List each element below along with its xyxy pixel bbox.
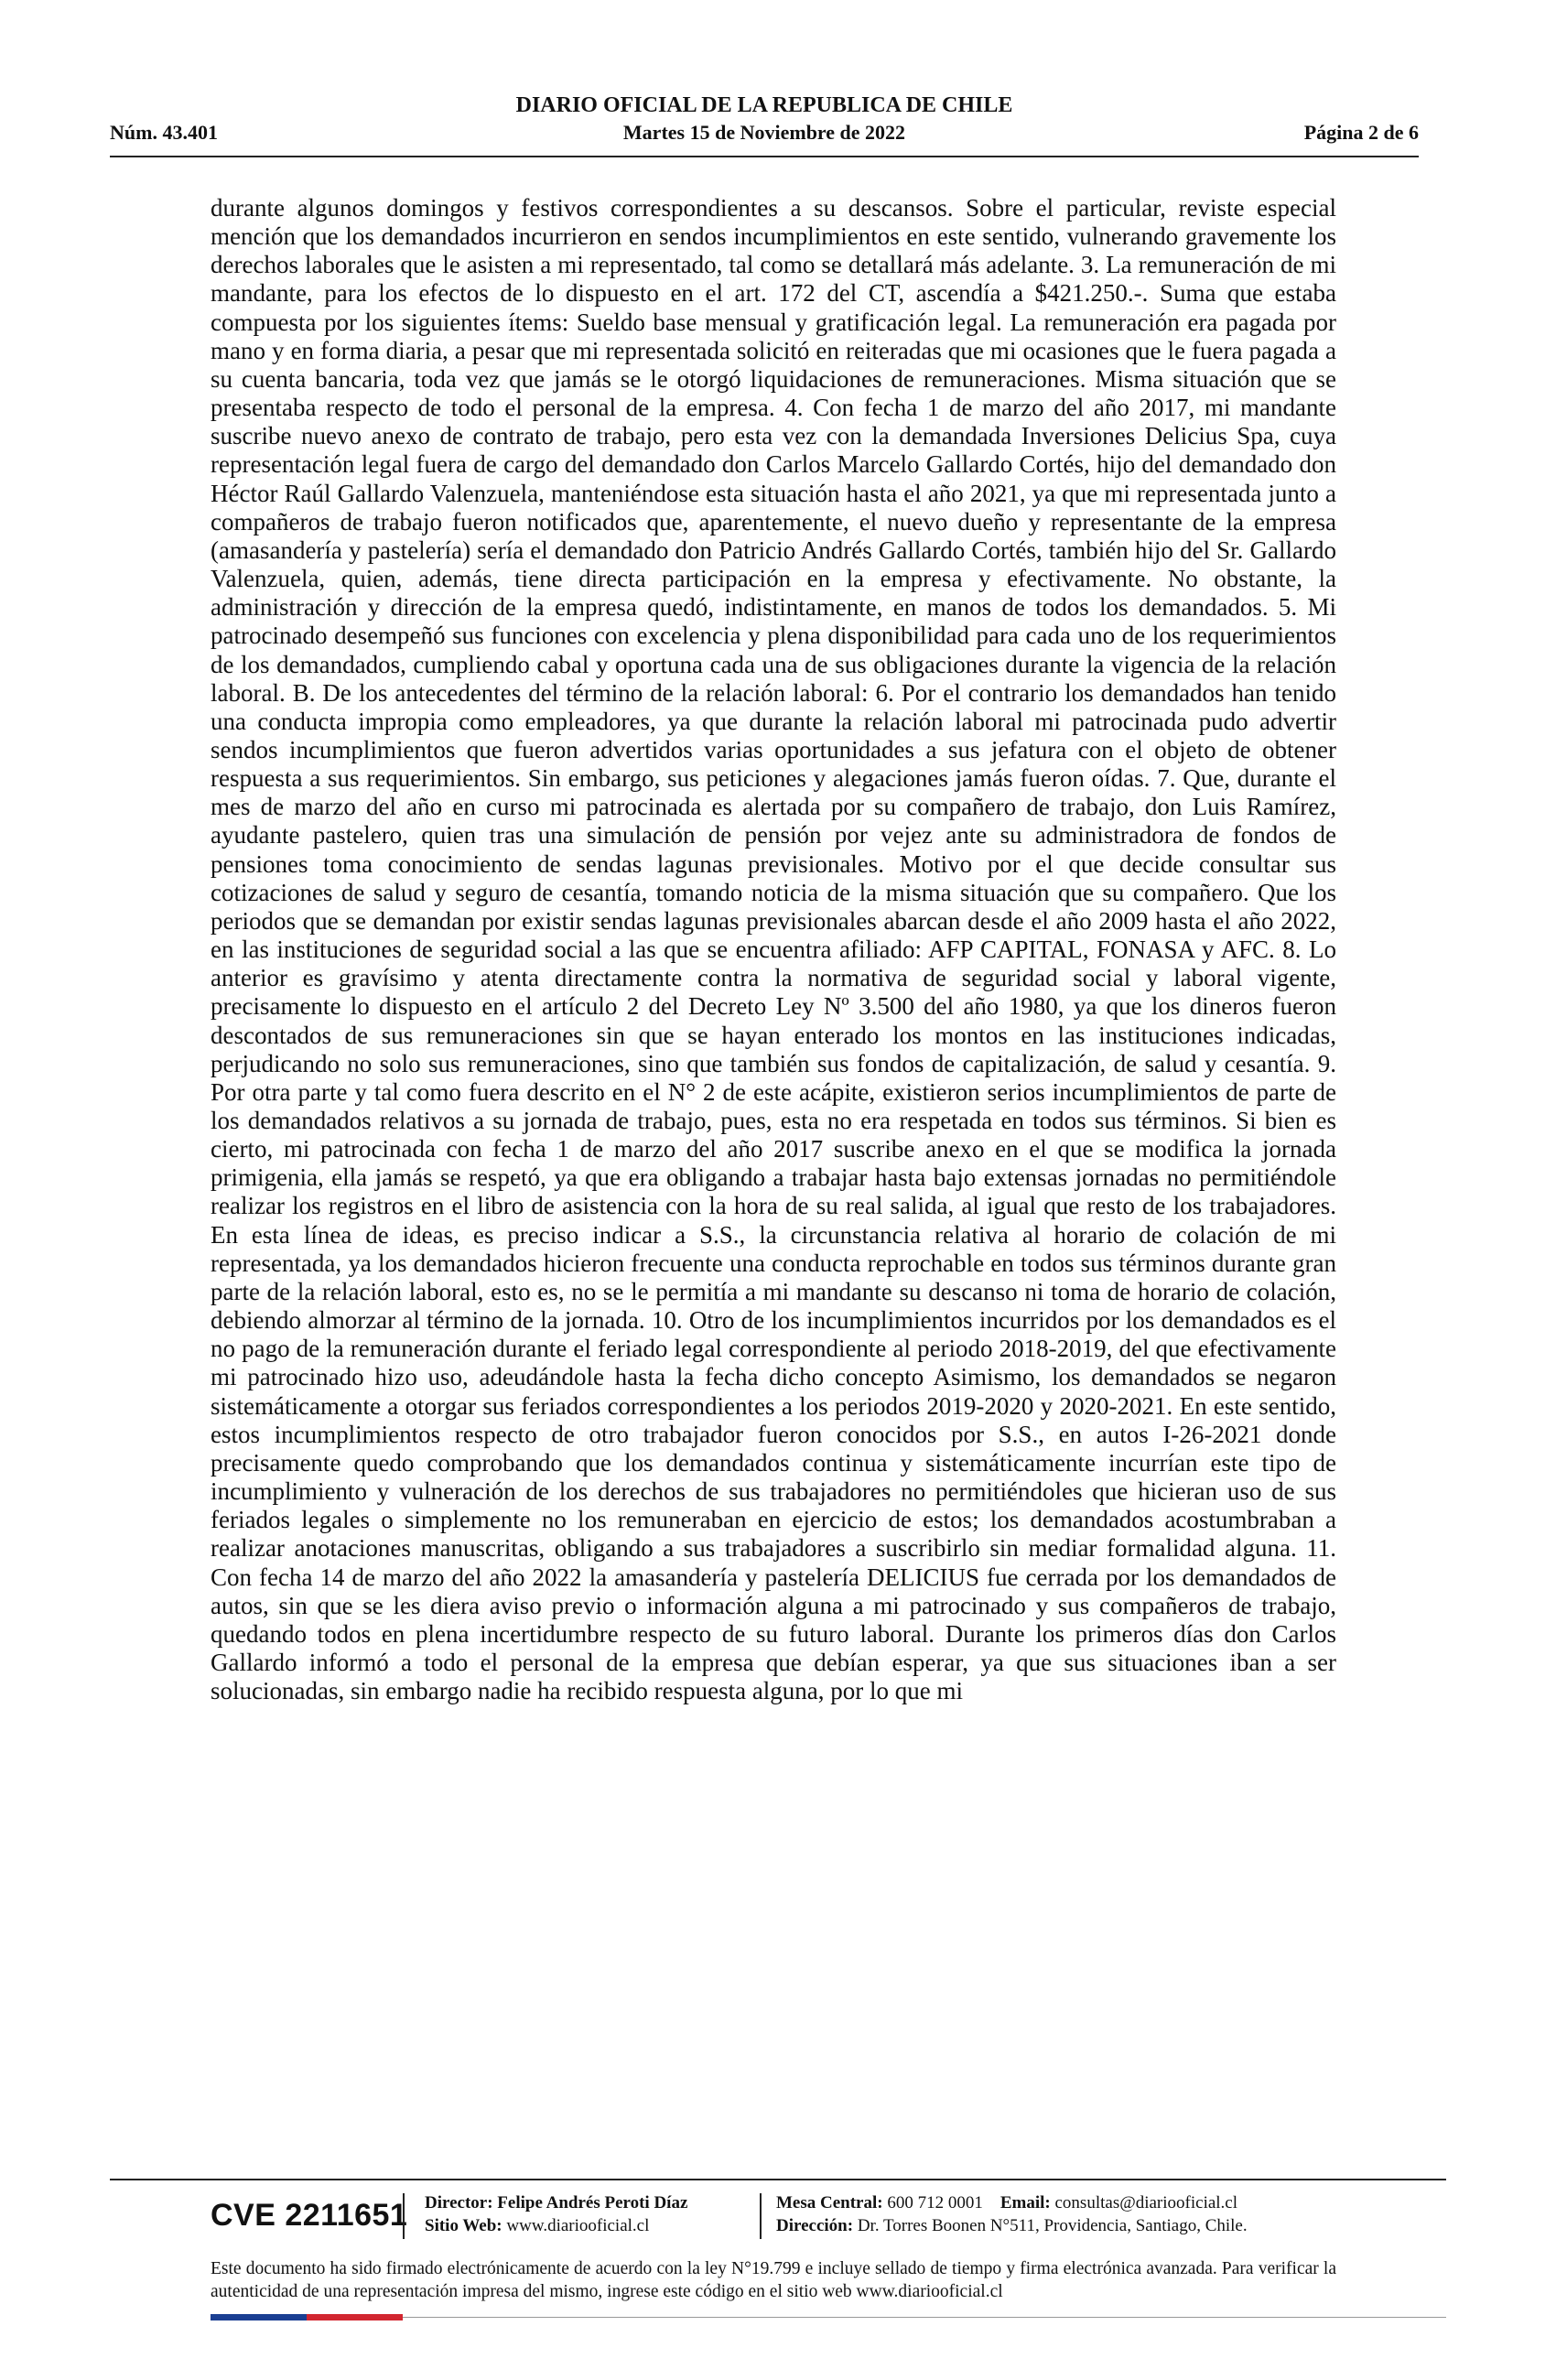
page-footer (211, 2190, 1419, 2241)
footer-contact-column (776, 2191, 1248, 2237)
website-link[interactable]: www.diariooficial.cl (506, 2216, 650, 2235)
legal-notice: Este documento ha sido firmado electrónicamente de acuerdo con la ley N°19.799 e incluye sellado de tiempo y firma electrónica avanzada. Para verificar la autenticidad de una representación impresa del mismo, ingrese este código en el sitio web www.diariooficial.cl (211, 2259, 1336, 2301)
flag-blue-segment (211, 2314, 307, 2320)
issue-date: Martes 15 de Noviembre de 2022 (622, 121, 906, 144)
email-label: Email: (1000, 2193, 1051, 2212)
address-label: Dirección: (776, 2216, 854, 2235)
publication-title: DIARIO OFICIAL DE LA REPUBLICA DE CHILE (515, 93, 1013, 117)
footer-separator (403, 2193, 405, 2239)
website-line (425, 2214, 687, 2237)
phone-number: 600 712 0001 (887, 2193, 983, 2212)
cve-code: CVE 2211651 (211, 2198, 408, 2233)
header-center (110, 92, 1419, 146)
address-line (776, 2214, 1248, 2237)
flag-red-segment (307, 2314, 403, 2320)
phone-label: Mesa Central: (776, 2193, 883, 2212)
email-link[interactable]: consultas@diariooficial.cl (1054, 2193, 1238, 2212)
director-label: Director: (425, 2193, 493, 2212)
page-number: Página 2 de 6 (1303, 121, 1419, 144)
chile-flag-stripe (211, 2314, 403, 2320)
address-text: Dr. Torres Boonen N°511, Providencia, Santiago, Chile. (857, 2216, 1248, 2235)
director-name: Felipe Andrés Peroti Díaz (497, 2193, 688, 2212)
footer-separator (760, 2193, 762, 2239)
footer-divider (110, 2179, 1446, 2180)
bottom-divider (403, 2317, 1446, 2318)
contact-line (776, 2191, 1248, 2214)
website-label: Sitio Web: (425, 2216, 502, 2235)
issue-number: Núm. 43.401 (110, 121, 218, 144)
document-body: durante algunos domingos y festivos correspondientes a su descansos. Sobre el particular, reviste especial mención que los demandados incurrieron en sendos incumplimientos en este sentido, vulnerando gravemente los derechos laborales que le asisten a mi representado, tal como se detallará más adelante. 3. La remuneración de mi mandante, para los efectos de lo dispuesto en el art. 172 del CT, ascendía a $421.250.-. Suma que estaba compuesta por los siguientes ítems: Sueldo base mensual y gratificación legal. La remuneración era pagada por mano y en forma diaria, a pesar que mi representada solicitó en reiteradas que mi ocasiones que le fuera pagada a su cuenta bancaria, toda vez que jamás se le otorgó liquidaciones de remuneraciones. Misma situación que se presentaba respecto de todo el personal de la empresa. 4. Con fecha 1 de marzo del año 2017, mi mandante suscribe nuevo anexo de contrato de trabajo, pero esta vez con la demandada Inversiones Delicius Spa, cuya representación legal fuera de cargo del demandado don Carlos Marcelo Gallardo Cortés, hijo del demandado don Héctor Raúl Gallardo Valenzuela, manteniéndose esta situación hasta el año 2021, ya que mi representada junto a compañeros de trabajo fueron notificados que, aparentemente, el nuevo dueño y representante de la empresa (amasandería y pastelería) sería el demandado don Patricio Andrés Gallardo Cortés, también hijo del Sr. Gallardo Valenzuela, quien, además, tiene directa participación en la empresa y efectivamente. No obstante, la administración y dirección de la empresa quedó, indistintamente, en manos de todos los demandados. 5. Mi patrocinado desempeñó sus funciones con excelencia y plena disponibilidad para cada uno de los requerimientos de los demandados, cumpliendo cabal y oportuna cada una de sus obligaciones durante la vigencia de la relación laboral. B. De los antecedentes del término de la relación laboral: 6. Por el contrario los demandados han tenido una conducta impropia como empleadores, ya que durante la relación laboral mi patrocinada pudo advertir sendos incumplimientos que fueron advertidos varias oportunidades a sus jefatura con el objeto de obtener respuesta a sus requerimientos. Sin embargo, sus peticiones y alegaciones jamás fueron oídas. 7. Que, durante el mes de marzo del año en curso mi patrocinada es alertada por su compañero de trabajo, don Luis Ramírez, ayudante pastelero, quien tras una simulación de pensión por vejez ante su administradora de fondos de pensiones toma conocimiento de sendas lagunas previsionales. Motivo por el que decide consultar sus cotizaciones de salud y seguro de cesantía, tomando noticia de la misma situación que su compañero. Que los periodos que se demandan por existir sendas lagunas previsionales abarcan desde el año 2009 hasta el año 2022, en las instituciones de seguridad social a las que se encuentra afiliado: AFP CAPITAL, FONASA y AFC. 8. Lo anterior es gravísimo y atenta directamente contra la normativa de seguridad social y laboral vigente, precisamente lo dispuesto en el artículo 2 del Decreto Ley Nº 3.500 del año 1980, ya que los dineros fueron descontados de sus remuneraciones sin que se hayan enterado los montos en las instituciones indicadas, perjudicando no solo sus remuneraciones, sino que también sus fondos de capitalización, de salud y cesantía. 9. Por otra parte y tal como fuera descrito en el N° 2 de este acápite, existieron serios incumplimientos de parte de los demandados relativos a su jornada de trabajo, pues, esta no era respetada en todos sus términos. Si bien es cierto, mi patrocinada con fecha 1 de marzo del año 2017 suscribe anexo en el que se modifica la jornada primigenia, ella jamás se respetó, ya que era obligando a trabajar hasta bajo extensas jornadas no permitiéndole realizar los registros en el libro de asistencia con la hora de su real salida, al igual que resto de los trabajadores. En esta línea de ideas, es preciso indicar a S.S., la circunstancia relativa al horario de colación de mi representada, ya los demandados hicieron frecuente una conducta reprochable en todos sus términos durante gran parte de la relación laboral, esto es, no se le permitía a mi mandante su descanso ni toma de horario de colación, debiendo almorzar al término de la jornada. 10. Otro de los incumplimientos incurridos por los demandados es el no pago de la remuneración durante el feriado legal correspondiente al periodo 2018-2019, del que efectivamente mi patrocinado hizo uso, adeudándole hasta la fecha dicho concepto Asimismo, los demandados se negaron sistemáticamente a otorgar sus feriados correspondientes a los periodos 2019-2020 y 2020-2021. En este sentido, estos incumplimientos respecto de otro trabajador fueron conocidos por S.S., en autos I-26-2021 donde precisamente quedo comprobando que los demandados continua y sistemáticamente incurrían este tipo de incumplimiento y vulneración de los derechos de sus trabajadores no permitiéndoles que hicieran uso de sus feriados legales o simplemente no los remuneraban en ejercicio de estos; los demandados acostumbraban a realizar anotaciones manuscritas, obligando a sus trabajadores a suscribirlo sin mediar formalidad alguna. 11. Con fecha 14 de marzo del año 2022 la amasandería y pastelería DELICIUS fue cerrada por los demandados de autos, sin que se les diera aviso previo o información alguna a mi patrocinado y sus compañeros de trabajo, quedando todos en plena incertidumbre respecto de su futuro laboral. Durante los primeros días don Carlos Gallardo informó a todo el personal de la empresa que debían esperar, ya que sus situaciones iban a ser solucionadas, sin embargo nadie ha recibido respuesta alguna, por lo que mi (211, 194, 1336, 1705)
header-divider (110, 156, 1419, 157)
page-header (110, 92, 1419, 156)
footer-director-column (425, 2191, 687, 2237)
director-line (425, 2191, 687, 2214)
